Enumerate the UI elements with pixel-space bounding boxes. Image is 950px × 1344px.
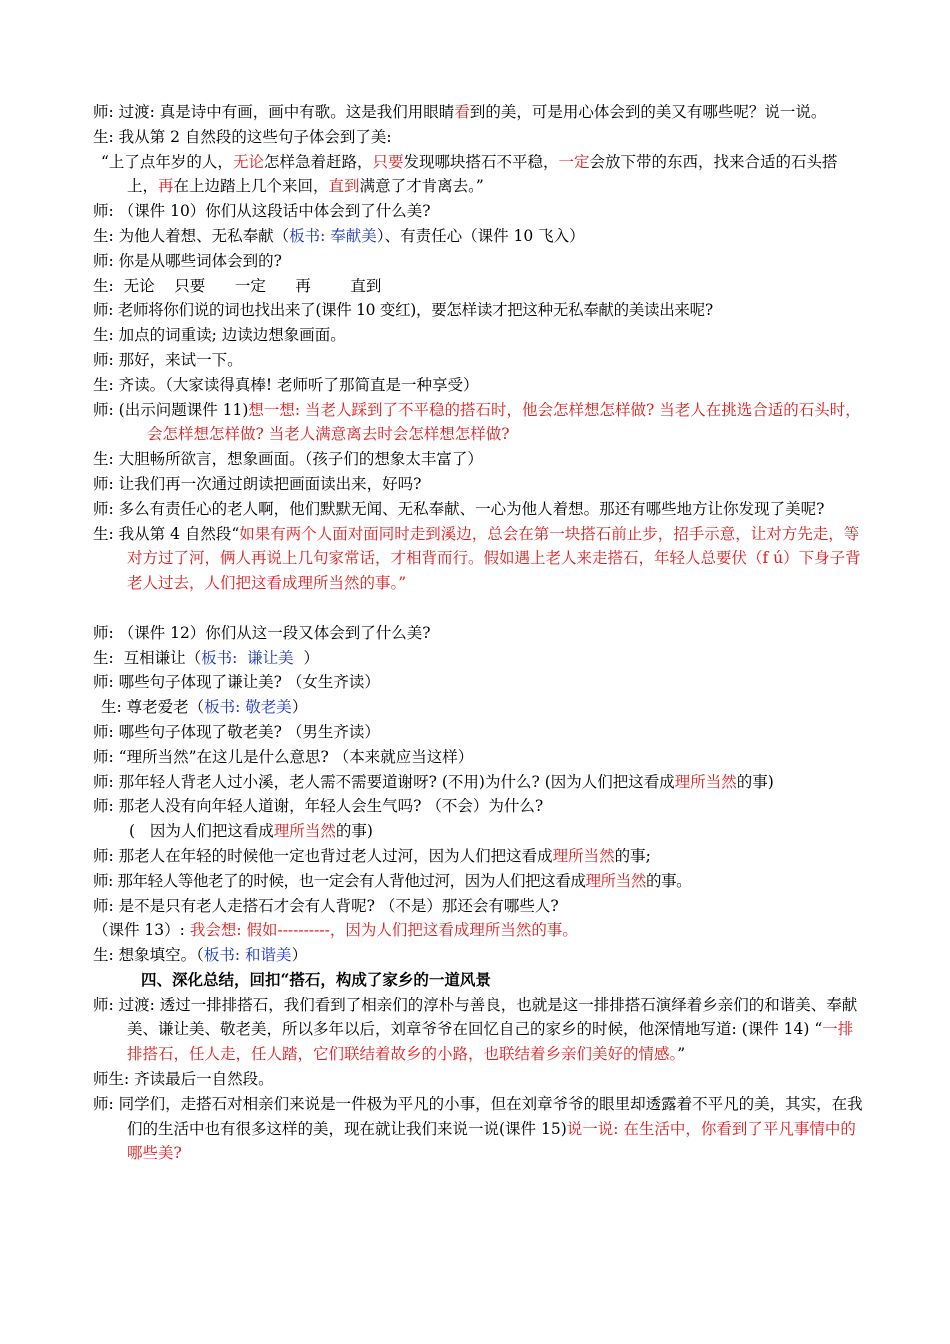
text: 的事; <box>614 846 651 865</box>
section-heading <box>93 968 863 993</box>
text: 师: 同学们，走搭石对相亲们来说是一件极为平凡的小事，但在刘章爷爷的眼里却透露着不平凡的美，其实，在我们的生活中也有很多这样的美，现在就让我们来说一说(课件 15) <box>93 1094 863 1138</box>
text: 师: “理所当然”在这儿是什么意思? （本来就应当这样） <box>93 747 474 766</box>
highlight-red: 理所当然 <box>585 871 646 890</box>
text: 怎样急着赶路， <box>263 152 373 171</box>
line-18 <box>93 646 863 671</box>
blank-line <box>93 596 863 621</box>
line-17 <box>93 621 863 646</box>
text: 满意了才肯离去。” <box>359 177 484 196</box>
line-27 <box>93 869 863 894</box>
text: 师: （课件 10）你们从这段话中体会到了什么美? <box>93 202 431 221</box>
text: ）、有责任心（课件 10 飞入） <box>376 226 585 245</box>
line-34 <box>93 1092 863 1166</box>
text: ( 因为人们把这看成 <box>129 822 274 841</box>
text: ” <box>677 1045 686 1064</box>
text: ） <box>303 648 320 667</box>
line-25 <box>93 819 863 844</box>
text: （课件 13）: <box>93 921 190 940</box>
text: 师: 老师将你们说的词也找出来了(课件 10 变红)，要怎样读才把这种无私奉献的美读出来呢? <box>93 301 713 320</box>
highlight-red: 一排排搭石，任人走，任人踏，它们联结着故乡的小路，也联结着乡亲们美好的情感。 <box>127 1020 854 1064</box>
line-5 <box>93 224 863 249</box>
text: 师: 哪些句子体现了敬老美? （男生齐读） <box>93 722 380 741</box>
text: 师: 哪些句子体现了谦让美? （女生齐读） <box>93 673 380 692</box>
text: 生: 为他人着想、无私奉献（ <box>93 226 290 245</box>
text: 师生: 齐读最后一自然段。 <box>93 1070 274 1089</box>
text: 师: 过渡: 透过一排排搭石，我们看到了相亲们的淳朴与善良，也就是这一排排搭石演绎着乡亲们的和谐美、奉献美、谦让美、敬老美，所以多年以后，刘章爷爷在回忆自己的家乡的时候，他深情地写道: (课件 14) “ <box>93 995 858 1039</box>
highlight-red: 直到 <box>328 177 360 196</box>
text: 在上边踏上几个来回， <box>173 177 329 196</box>
text: ） <box>291 698 308 717</box>
board-note-blue: 板书: 敬老美 <box>204 698 292 717</box>
text: 的事) <box>736 772 774 791</box>
line-11 <box>93 373 863 398</box>
highlight-red: 想一想: 当老人踩到了不平稳的搭石时，他会怎样想怎样做? 当老人在挑选合适的石头时，会怎样想怎样做? 当老人满意离去时会怎样想怎样做? <box>147 400 861 444</box>
line-24 <box>93 794 863 819</box>
highlight-red: 理所当然 <box>674 772 737 791</box>
board-note-blue: 板书: 和谐美 <box>203 946 292 965</box>
line-15 <box>93 497 863 522</box>
text: 发现哪块搭石不平稳， <box>403 152 559 171</box>
text: 师: 那年轻人背老人过小溪，老人需不需要道谢呀? (不用)为什么? (因为人们把这看成 <box>93 772 675 791</box>
text: 生: 尊老爱老（ <box>101 698 205 717</box>
text: 生: 加点的词重读; 边读边想象画面。 <box>93 326 346 345</box>
line-16 <box>93 522 863 596</box>
highlight-red: 理所当然 <box>273 822 336 841</box>
text: 生: 我从第 4 自然段“ <box>93 524 240 543</box>
text: 师: 那老人在年轻的时候他一定也背过老人过河，因为人们把这看成 <box>93 846 553 865</box>
line-4 <box>93 199 863 224</box>
highlight-red: 理所当然 <box>552 846 615 865</box>
highlight-red: 我会想: 假如----------，因为人们把这看成理所当然的事。 <box>189 921 578 940</box>
highlight-red: 再 <box>158 177 174 196</box>
text: 生: 想象填空。（ <box>93 946 204 965</box>
line-32 <box>93 993 863 1067</box>
document-body <box>93 100 863 1166</box>
line-6 <box>93 249 863 274</box>
line-22 <box>93 745 863 770</box>
highlight-red: 只要 <box>372 152 404 171</box>
line-19 <box>93 670 863 695</box>
line-10 <box>93 348 863 373</box>
text: ） <box>291 946 308 965</box>
highlight-red: 无论 <box>232 152 264 171</box>
line-13 <box>93 447 863 472</box>
text: 生: 我从第 2 自然段的这些句子体会到了美: <box>93 127 392 146</box>
highlight-red: 看 <box>454 103 470 121</box>
line-1 <box>93 100 863 125</box>
text: 到的美，可是用心体会到的美又有哪些呢？说一说。 <box>469 103 827 121</box>
text: 生: 互相谦让（ <box>93 648 202 667</box>
line-23 <box>93 770 863 795</box>
text: 的事) <box>335 822 373 841</box>
text: 师: 那老人没有向年轻人道谢，年轻人会生气吗? （不会）为什么? <box>93 797 544 816</box>
text: 师: 让我们再一次通过朗读把画面读出来，好吗? <box>93 474 422 493</box>
text: 师: 是不是只有老人走搭石才会有人背呢? （不是）那还会有哪些人? <box>93 896 559 915</box>
line-20 <box>93 695 863 720</box>
line-26 <box>93 844 863 869</box>
text: 师: （课件 12）你们从这一段又体会到了什么美? <box>93 623 431 642</box>
highlight-red: 一定 <box>558 152 590 171</box>
line-12 <box>93 398 863 448</box>
line-8 <box>93 298 863 323</box>
line-7 <box>93 274 863 299</box>
text: 的事。 <box>645 871 692 890</box>
text: 师: 你是从哪些词体会到的? <box>93 251 282 270</box>
text: 四、深化总结，回扣“搭石，构成了家乡的一道风景 <box>141 969 491 989</box>
line-21 <box>93 720 863 745</box>
line-30 <box>93 943 863 968</box>
board-note-blue: 板书: 谦让美 <box>201 648 304 667</box>
line-29 <box>93 918 863 943</box>
line-14 <box>93 472 863 497</box>
text: “上了点年岁的人， <box>101 152 233 171</box>
highlight-red: 说一说: 在生活中，你看到了平凡事情中的哪些美? <box>127 1119 856 1163</box>
board-note-blue: 板书: 奉献美 <box>289 226 377 245</box>
highlight-red: 如果有两个人面对面同时走到溪边，总会在第一块搭石前止步，招手示意，让对方先走，等对方过了河，俩人再说上几句家常话，才相背而行。假如遇上老人来走搭石，年轻人总要伏（f ú）下身子背老人过去，人们把这看成理所当然的事。” <box>127 524 861 593</box>
text: 师: 那年轻人等他老了的时候，也一定会有人背他过河，因为人们把这看成 <box>93 871 586 890</box>
text: 师: 过渡: 真是诗中有画，画中有歌。这是我们用眼睛 <box>93 103 455 121</box>
text: 师: (出示问题课件 11) <box>93 400 249 419</box>
text: 师: 那好，来试一下。 <box>93 350 243 369</box>
line-9 <box>93 323 863 348</box>
text: 会放下带的东西，找来合适的石头搭上， <box>127 152 838 196</box>
text: 生: 齐读。（大家读得真棒! 老师听了那简直是一种享受） <box>93 375 479 394</box>
line-33 <box>93 1067 863 1092</box>
line-28 <box>93 894 863 919</box>
line-3 <box>93 150 863 200</box>
line-2 <box>93 125 863 150</box>
text: 生: 大胆畅所欲言，想象画面。（孩子们的想象太丰富了） <box>93 450 483 469</box>
text: 师: 多么有责任心的老人啊，他们默默无闻、无私奉献、一心为他人着想。那还有哪些地方让你发现了美呢? <box>93 499 825 518</box>
text: 生: 无论 只要 一定 再 直到 <box>93 276 382 295</box>
